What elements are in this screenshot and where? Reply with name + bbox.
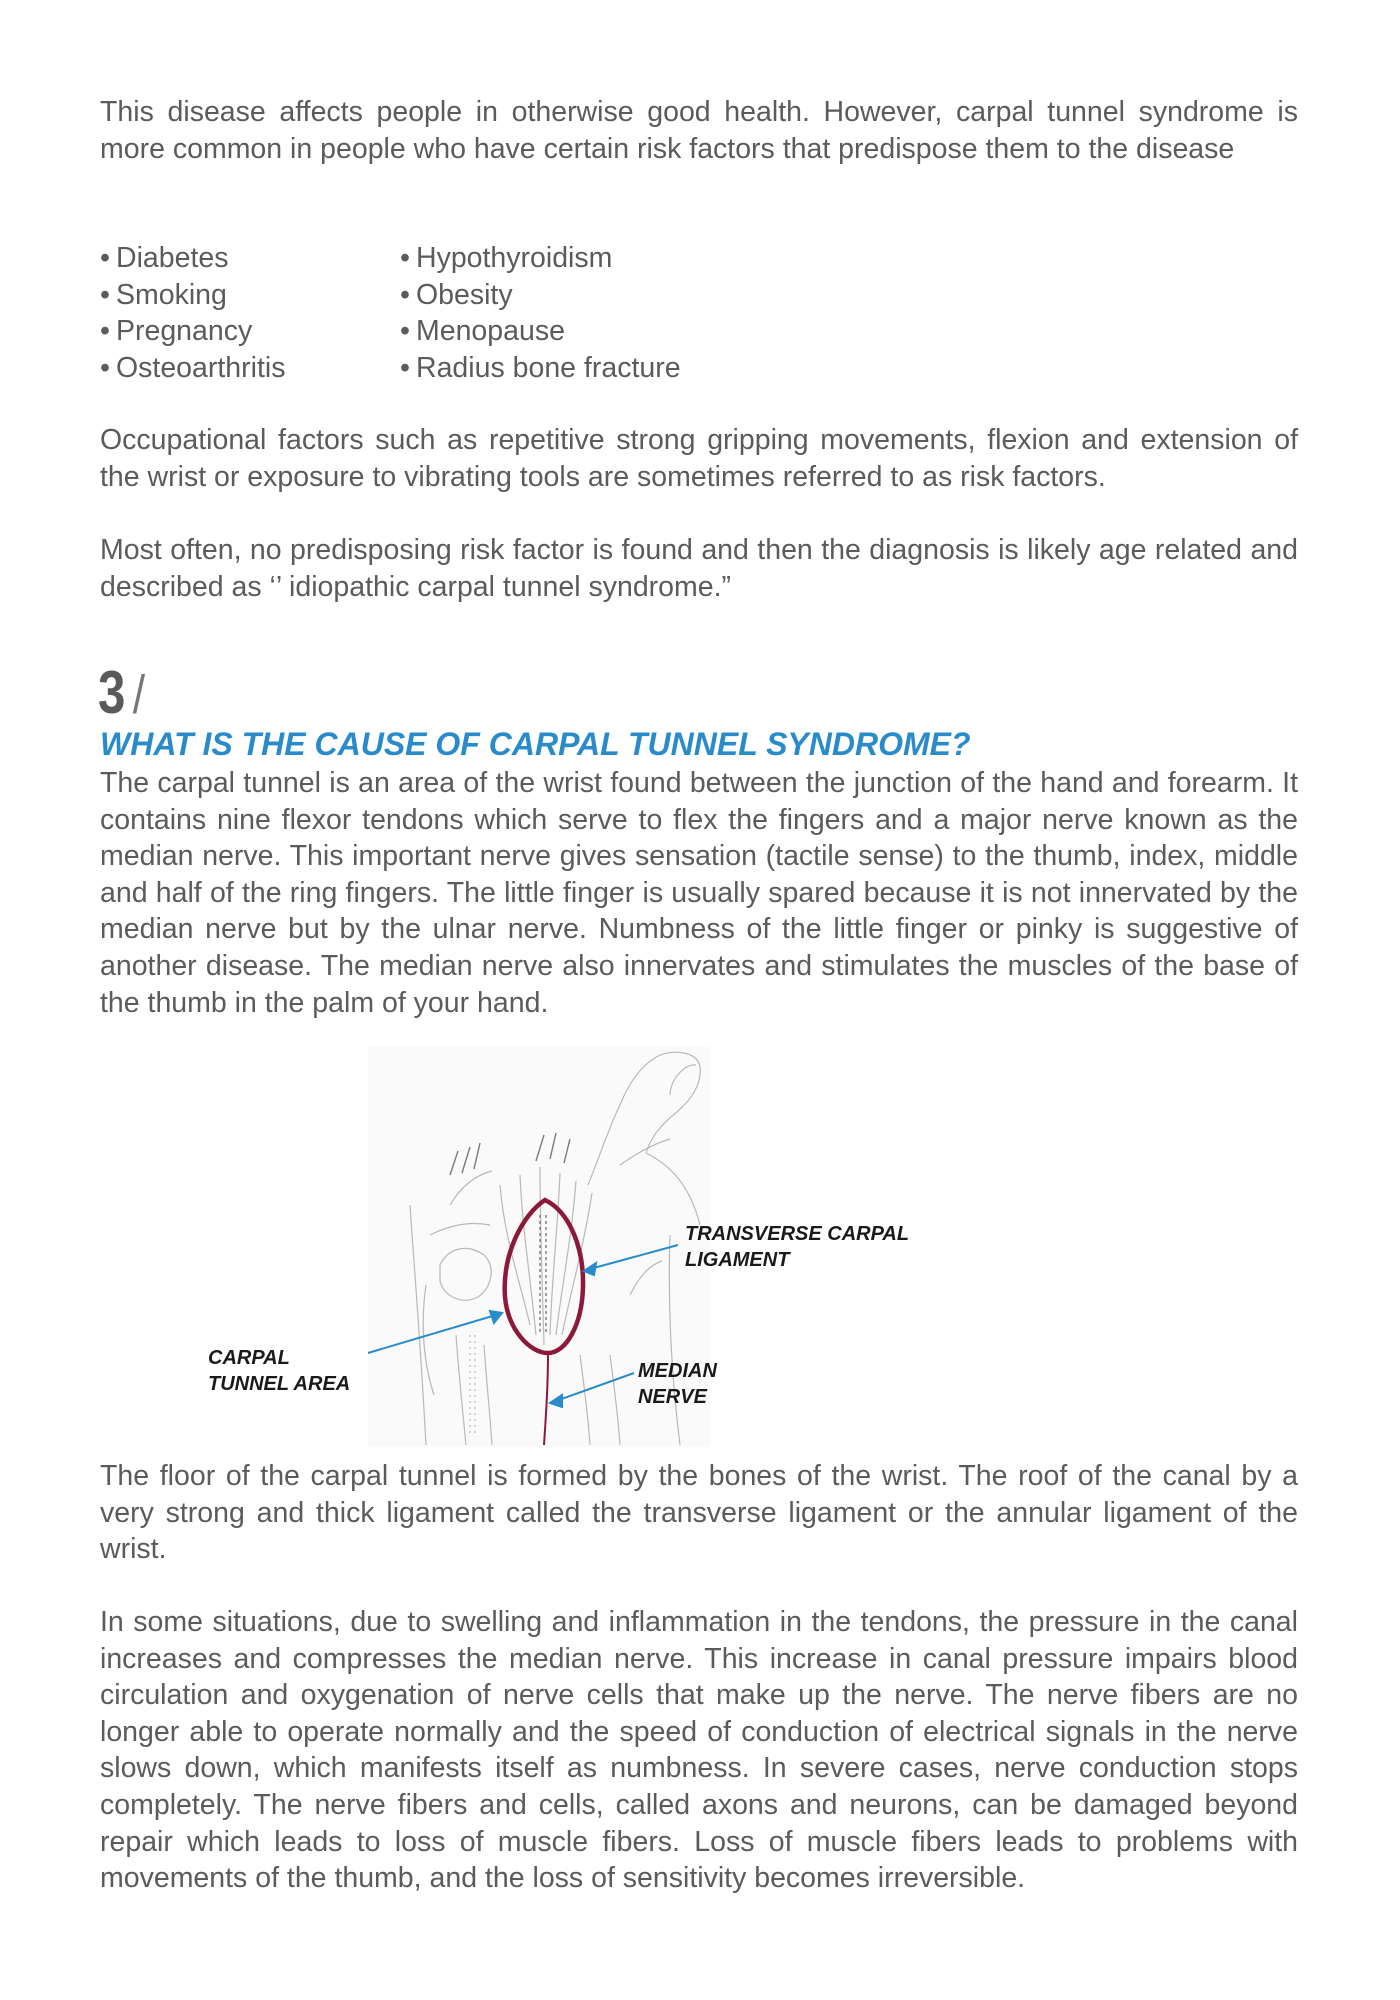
list-item: • Diabetes — [100, 240, 400, 277]
list-item: • Radius bone fracture — [400, 350, 800, 387]
list-item: • Menopause — [400, 313, 800, 350]
floor-paragraph: The floor of the carpal tunnel is formed by the bones of the wrist. The roof of the canal by a very strong and thick ligament called the transverse ligament or the annular ligament of the wrist. — [100, 1460, 1298, 1566]
pressure-paragraph: In some situations, due to swelling and inflammation in the tendons, the pressure in the canal increases and compresses the median nerve. This increase in canal pressure impairs blood circulation and oxygenation of nerve cells that make up the nerve. The nerve fibers are no longer able to operate normally and the speed of conduction of electrical signals in the nerve slows down, which manifests itself as numbness. In severe cases, nerve conduction stops completely. The nerve fibers and cells, called axons and neurons, can be damaged beyond repair which leads to loss of muscle fibers. Loss of muscle fibers leads to problems with movements of the thumb, and the loss of sensitivity becomes irreversible. — [100, 1606, 1298, 1895]
label-carpal-tunnel-area: CARPAL TUNNEL AREA — [208, 1347, 351, 1395]
section-separator: / — [132, 665, 145, 725]
section-title: WHAT IS THE CAUSE OF CARPAL TUNNEL SYNDROME? — [100, 726, 971, 762]
cause-paragraph: The carpal tunnel is an area of the wrist found between the junction of the hand and forearm. It contains nine flexor tendons which serve to flex the fingers and a major nerve known as the median nerve. This important nerve gives sensation (tactile sense) to the thumb, index, middle and half of the ring fingers. The little finger is usually spared because it is not innervated by the median nerve but by the ulnar nerve. Numbness of the little finger or pinky is suggestive of another disease. The median nerve also innervates and stimulates the muscles of the base of the thumb in the palm of your hand. — [100, 767, 1298, 1019]
intro-paragraph: This disease affects people in otherwise good health. However, carpal tunnel syndrome is more common in people who have certain risk factors that predispose them to the disease — [100, 96, 1298, 165]
list-item: • Obesity — [400, 277, 800, 314]
list-item: • Pregnancy — [100, 313, 400, 350]
list-item: • Hypothyroidism — [400, 240, 800, 277]
carpal-tunnel-figure — [200, 1035, 960, 1455]
label-median-nerve: MEDIAN NERVE — [638, 1360, 717, 1408]
section-number-value: 3 — [98, 659, 125, 726]
idiopathic-paragraph: Most often, no predisposing risk factor is found and then the diagnosis is likely age related and described as ‘’ idiopathic carpal tunnel syndrome.” — [100, 534, 1298, 603]
list-item: • Osteoarthritis — [100, 350, 400, 387]
list-item: • Smoking — [100, 277, 400, 314]
section-number — [98, 660, 144, 728]
label-transverse-carpal-ligament: TRANSVERSE CARPAL LIGAMENT — [685, 1223, 910, 1271]
occupational-paragraph: Occupational factors such as repetitive strong gripping movements, flexion and extension of the wrist or exposure to vibrating tools are sometimes referred to as risk factors. — [100, 424, 1298, 493]
risk-factor-list — [100, 240, 800, 386]
